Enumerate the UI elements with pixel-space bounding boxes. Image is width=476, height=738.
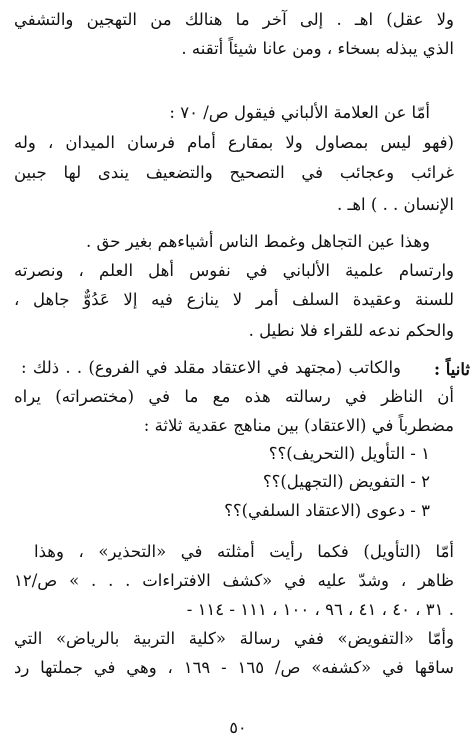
text-line-15: ظاهر ، وشدّ عليه في «كشف الافتراءات . . . » ص/١٢ — [14, 571, 454, 590]
list-item-1: ١ - التأويل (التحريف)؟؟ — [268, 444, 430, 463]
text-line-11: والكاتب (مجتهد في الاعتقاد مقلد في الفروع) . . ذلك : — [21, 358, 401, 377]
text-line-14: أمّا (التأويل) فكما رأيت أمثلته في «التحذير» ، وهذا — [34, 542, 454, 561]
text-line-5: غرائب وعجائب في التصحيح والتضعيف يندى لها جبين — [14, 163, 454, 182]
text-line-18: ساقها في «كشفه» ص/ ١٦٥ - ١٦٩ ، وهي في جملتها رد — [14, 658, 454, 677]
text-line-1: ولا عقل) اهـ . إلى آخر ما هنالك من التهجين والتشفي — [14, 10, 454, 29]
text-line-2: الذي يبذله بسخاء ، ومن عانا شيئاً أتقنه . — [181, 39, 454, 58]
text-line-3: أمّا عن العلامة الألباني فيقول ص/ ٧٠ : — [169, 103, 430, 122]
text-line-8: وارتسام علمية الألباني في نفوس أهل العلم ، ونصرته — [14, 261, 454, 280]
page-number: ٥٠ — [229, 718, 247, 737]
text-line-9: للسنة وعقيدة السلف أمر لا ينازع فيه إلا عَدُوٌّ جاهل ، — [14, 290, 454, 309]
text-line-7: وهذا عين التجاهل وغمط الناس أشياءهم بغير حق . — [86, 232, 430, 251]
text-line-12: أن الناظر في رسالته هذه مع ما في (مختصراته) يراه — [14, 387, 454, 406]
text-line-13: مضطرباً في (الاعتقاد) بين مناهج عقدية ثلاثة : — [143, 416, 454, 435]
list-item-3: ٣ - دعوى (الاعتقاد السلفي)؟؟ — [224, 501, 430, 520]
text-line-4: (فهو ليس بمصاول ولا بمقارع أمام فرسان الميدان ، وله — [14, 133, 454, 152]
list-item-2: ٢ - التفويض (التجهيل)؟؟ — [262, 472, 430, 491]
text-line-17: وأمّا «التفويض» ففي رسالة «كلية التربية بالرياض» التي — [14, 629, 454, 648]
text-line-16: - ٣١ ، ٤٠ ، ٤١ ، ٩٦ ، ١٠٠ ، ١١١ - ١١٤ . — [186, 600, 454, 619]
text-line-6: الإنسان . . ) اهـ . — [337, 195, 454, 214]
text-line-10: والحكم ندعه للقراء فلا نطيل . — [248, 321, 454, 340]
section-label: ثانياً : — [433, 360, 470, 379]
